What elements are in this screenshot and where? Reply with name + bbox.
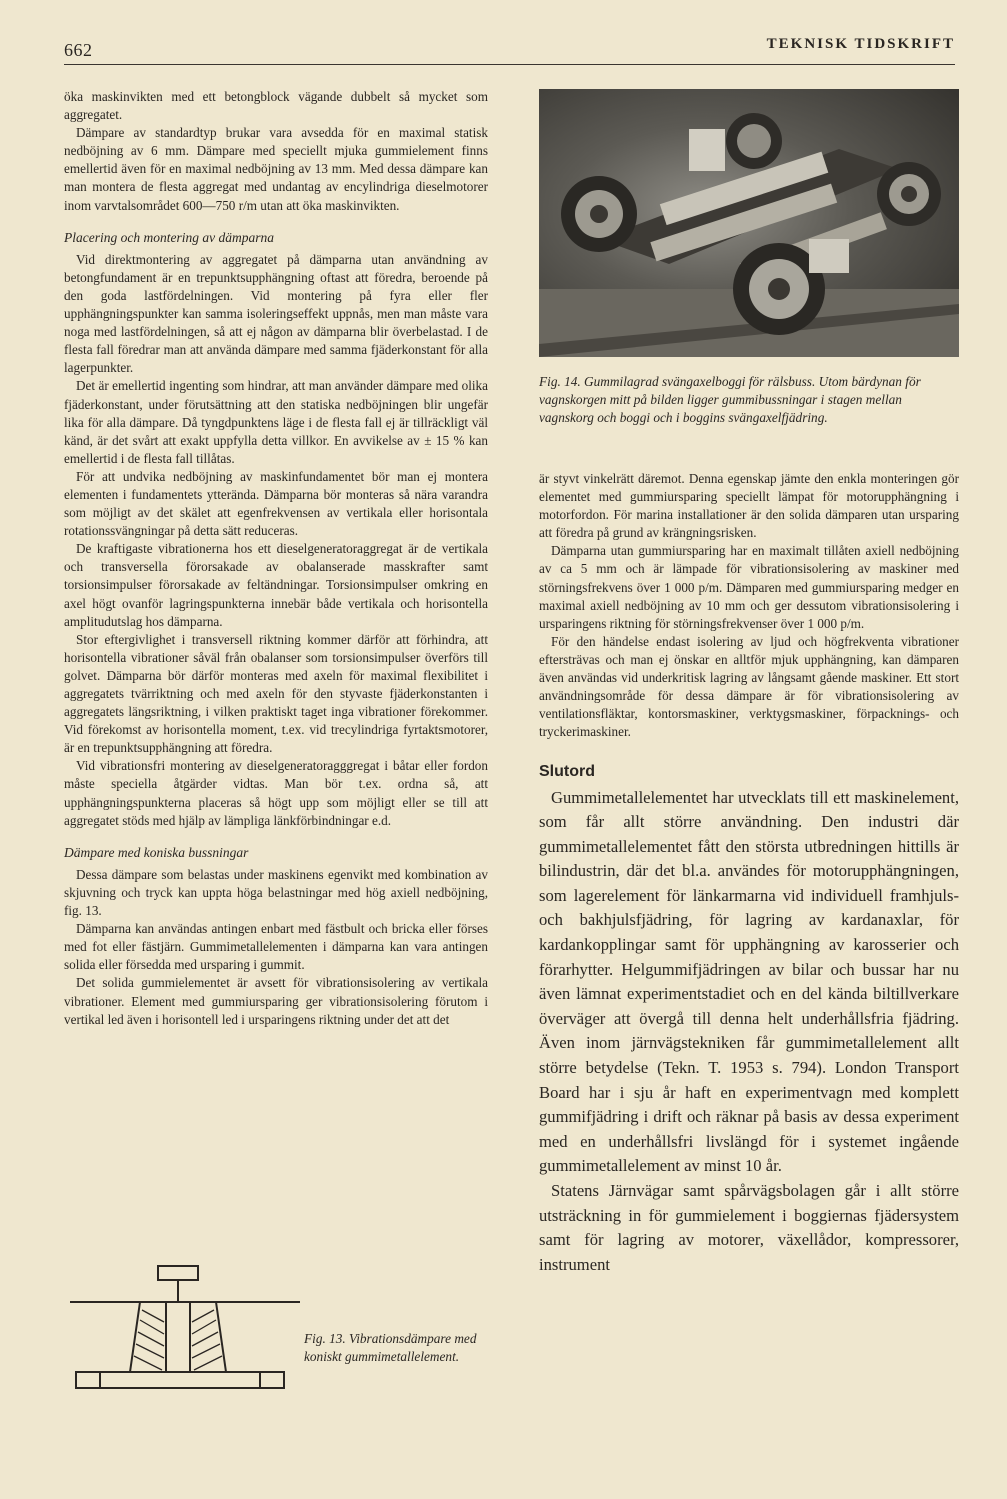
bogie-illustration [539,89,959,357]
journal-title: TEKNISK TIDSKRIFT [766,36,955,52]
paragraph: Stor eftergivlighet i transversell riktning kommer därför att förhindra, att horisontella vibrationer såväl från obalanser som torsionsimpulser överförs till golvet. Dämparna bör därför monteras med axeln för maximal flexibilitet i aggregatets tvärriktning och med axeln för den styvaste fjäderkonstanten i aggregatets längsriktning, i vilken praktiskt taget inga vibrationer förekommer. Vid förekomst av horisontella moment, t.ex. vid trecylindriga fyrtaktsmotorer, är en trepunktsupphängning att föredra. [64,631,488,756]
left-column [64,88,488,1029]
paragraph: De kraftigaste vibrationerna hos ett dieselgeneratoraggregat är de vertikala och transversella förorsakade av obalanserade masskrafter samt torsionsimpulser förorsakade av feltändningar. Torsionsimpulser omkring en axel högt ovanför lagringspunkterna innebär både vertikala och horisontella amplitudutslag hos dämparna. [64,541,488,629]
section-heading-slutord: Slutord [539,763,595,781]
paragraph: För den händelse endast isolering av ljud och högfrekventa vibrationer eftersträvas och man ej önskar en alltför mjuk upphängning, kan dämparen även användas vid underkritisk lagring av långsamt gående maskiner. Ett stort användningsområde för dessa dämpare är för vibrationsisolering av ventilationsfläktar, kontorsmaskiner, verktygsmaskiner, förpacknings- och tryckerimaskiner. [539,633,959,740]
conclusion-text [539,786,959,1278]
paragraph: Dessa dämpare som belastas under maskinens egenvikt med kombination av skjuvning och tryck kan uppta höga belastningar med hög axiell nedböjning, fig. 13. [64,866,488,919]
paragraph: Gummimetallelementet har utvecklats till ett maskinelement, som får allt större användning. Den industri där gummimetallelementet fått den största utbredningen hittills är bilindustrin, där det bl.a. användes för motorupphängningen, som lagerelement för länkarmarna vid individuell framhjuls- och bakhjulsfjädring, för lagring av kardanaxlar, för kardankopplingar samt för upphängning av karosserier och förarhytter. Helgummifjädringen av bilar och bussar har nu även lämnat experimentstadiet och en del kända biltillverkare överväger att övergå till denna helt underhållsfria fjädring. Även inom järnvägstekniken får gummimetallelement allt större betydelse (Tekn. T. 1953 s. 794). London Transport Board har i sju år haft en experimentvagn med komplett gummifjädring i drift och räknar på basis av dessa experiment med en underhållsfri livslängd för i systemet ingående gummimetallelement av minst 10 år. [539,787,959,1176]
figure-13-drawing [70,1262,300,1390]
paragraph: Det solida gummielementet är avsett för vibrationsisolering av vertikala vibrationer. Element med gummiursparing ger vibrationsisolering förutom i vertikal led även i horisontell led i ursparingens riktning under det att det [64,975,488,1027]
section-heading: Dämpare med koniska bussningar [64,844,249,860]
bogie-photo [539,89,959,357]
figure-13-caption: Fig. 13. Vibrationsdämpare med koniskt gummimetallelement. [304,1331,477,1364]
section-heading: Placering och montering av dämparna [64,229,274,245]
paragraph: Dämparna kan användas antingen enbart med fästbult och bricka eller förses med fot eller fästjärn. Gummimetallelementen i dämparna kan vara antingen solida eller försedda med ursparing i gummit. [64,921,488,973]
damper-section-drawing [70,1262,300,1390]
paragraph: Dämparna utan gummiursparing har en maximalt tillåten axiell nedböjning av ca 5 mm och är lämpade för vibrationsisolering av maskiner med störningsfrekvens över 1 000 p/m. Dämparen med gummiursparing medger en maximal axiell nedböjning av 10 mm och ger dessutom vibrationsisolering i ursparingens riktning för störningsfrekvenser över 1 000 p/m. [539,543,959,631]
paragraph: Statens Järnvägar samt spårvägsbolagen går i allt större utsträckning in för gummielement i boggiernas fjädersystem samt för lagring av motorer, växellådor, kompressorer, instrument [539,1181,959,1274]
header-rule [64,64,955,65]
paragraph: För att undvika nedböjning av maskinfundamentet bör man ej montera elementen i fundamentets ytterända. Dämparna bör monteras så nära varandra som möjligt av det skälet att egenfrekvensen av vertikala eller horisontala rotationssvängningar på detta sätt reduceras. [64,468,488,539]
paragraph: är styvt vinkelrätt däremot. Denna egenskap jämte den enkla monteringen gör elementet med gummiursparing speciellt lämpat för motorupphängning i motorfordon. För marina installationer är den solida dämparen utan ursparing att föredra på grund av krängningsrisken. [539,471,959,541]
page-number: 662 [64,40,93,60]
paragraph: Vid direktmontering av aggregatet på dämparna utan användning av betongfundament är en trepunktsupphängning oftast att föredra, beroende på den goda lastfördelningen. Vid montering på fyra eller fler upphängningspunkter kan samma isoleringseffekt uppnås, men man måste vara noga med lastfördelningen, så att ej någon av dämparna blir överbelastad. I de flesta fall föredrar man att använda dämpare med samma fjäderkonstant för alla lagerpunkter. [64,251,488,376]
paragraph: öka maskinvikten med ett betongblock vägande dubbelt så mycket som aggregatet. [64,89,488,123]
paragraph: Vid vibrationsfri montering av dieselgeneratoragggregat i båtar eller fordon måste speciella åtgärder vidtas. Man bör t.ex. ordna så, att upphängningspunkterna placeras så högt upp som möjligt eller se till att aggregatet stöds med hjälp av lämpliga länkförbindningar e.d. [64,758,488,828]
paragraph: Det är emellertid ingenting som hindrar, att man använder dämpare med olika fjäderkonstant, under förutsättning att den statiska nedböjningen blir ungefär lika för alla dämpare. Då tyngdpunktens läge i de flesta fall ej är tillräckligt väl känd, är det svårt att exakt uppfylla detta villkor. En avvikelse av ± 15 % kan emellertid i de flesta fall tillåtas. [64,378,488,466]
figure-14-caption: Fig. 14. Gummilagrad svängaxelboggi för rälsbuss. Utom bärdynan för vagnskorgen mitt på bilden ligger gummibussningar i stagen mellan vagnskorg och boggi och i boggins svängaxelfjädring. [539,374,921,425]
paragraph: Dämpare av standardtyp brukar vara avsedda för en maximal statisk nedböjning av 6 mm. Dämpare med speciellt mjuka gummielement finns emellertid även för en maximal nedböjning av 13 mm. Med dessa dämpare kan man montera de flesta aggregat med undantag av encylindriga dieselmotorer inom varvtalsområdet 600—750 r/m utan att öka maskinvikten. [64,125,488,213]
right-column [539,470,959,1277]
